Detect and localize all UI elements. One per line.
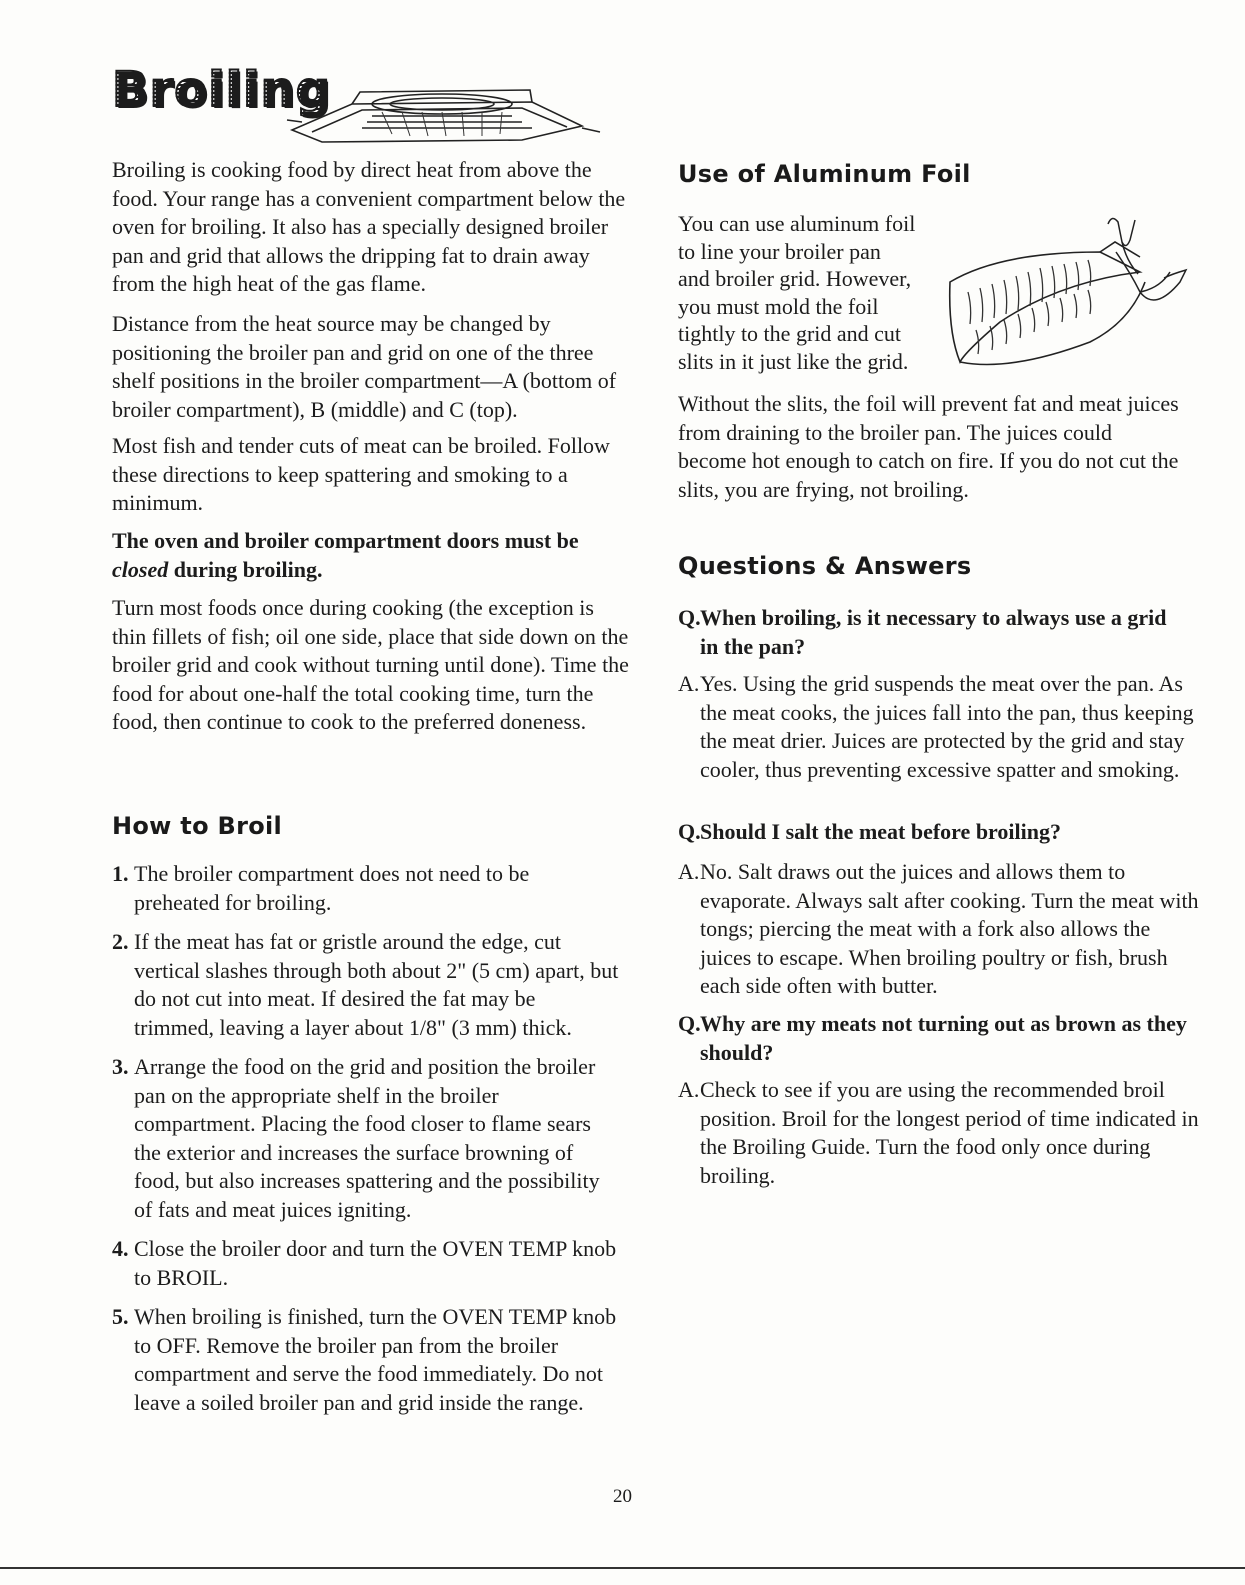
answer-1 (678, 670, 1205, 784)
step-text: When broiling is finished, turn the OVEN TEMP knob to OFF. Remove the broiler pan from the broiler compartment and serve the food immediately. Do not leave a soiled broiler pan and grid inside the range. (134, 1304, 617, 1415)
foil-warning-paragraph: Without the slits, the foil will prevent fat and meat juices from draining to the broiler pan. The juices could become hot enough to catch on fire. If you do not cut the slits, you are frying, not broiling. (678, 391, 1179, 502)
door-warning-part1: The oven and broiler compartment doors must be (112, 528, 579, 553)
answer-3 (678, 1076, 1205, 1190)
answer-marker: A. (678, 671, 700, 696)
answer-marker: A. (678, 1077, 700, 1102)
door-warning-part2: during broiling. (168, 557, 323, 582)
answer-marker: A. (678, 859, 700, 884)
question-text: Why are my meats not turning out as brown as they should? (700, 1011, 1187, 1065)
question-marker: Q. (678, 819, 701, 844)
turn-food-paragraph: Turn most foods once during cooking (the exception is thin fillets of fish; oil one side, place that side down on the broiler grid and cook without turning until done). Time the food for about one-half the total cooking time, turn the food, then continue to cook to the preferred doneness. (112, 595, 629, 734)
page-title: Broiling (112, 62, 332, 118)
foil-intro-text (678, 210, 958, 375)
question-1 (678, 604, 1190, 661)
bottom-rule (0, 1567, 1245, 1569)
step-text: If the meat has fat or gristle around the edge, cut vertical slashes through both about 2" (5 cm) apart, but do not cut into meat. If desired the fat may be trimmed, leaving a layer about 1/8" (3 mm) thick. (134, 929, 619, 1040)
question-3 (678, 1010, 1190, 1067)
step-item (112, 1053, 620, 1224)
question-marker: Q. (678, 605, 701, 630)
step-text: Arrange the food on the grid and position the broiler pan on the appropriate shelf in the broiler compartment. Placing the food closer to flame sears the exterior and increases the surface browning of food, but also increases spattering and the possibility of fats and meat juices igniting. (134, 1054, 600, 1222)
how-to-broil-heading: How to Broil (112, 812, 283, 840)
foil-line: slits in it just like the grid. (678, 348, 909, 374)
aluminum-foil-heading: Use of Aluminum Foil (678, 160, 971, 188)
question-text: Should I salt the meat before broiling? (700, 819, 1061, 844)
step-number: 2. (112, 929, 129, 954)
step-item (112, 1235, 620, 1292)
intro-paragraph-2: Distance from the heat source may be changed by positioning the broiler pan and grid on one of the three shelf positions in the broiler compartment—A (bottom of broiler compartment), B (middle) and C (top). (112, 311, 617, 422)
answer-2 (678, 858, 1205, 1001)
foil-line: tightly to the grid and cut (678, 321, 902, 346)
question-text: When broiling, is it necessary to always use a grid in the pan? (700, 605, 1167, 659)
step-number: 1. (112, 861, 129, 886)
step-text: Close the broiler door and turn the OVEN TEMP knob to BROIL. (134, 1236, 617, 1290)
step-number: 5. (112, 1304, 129, 1329)
foil-line: to line your broiler pan (678, 238, 881, 264)
how-to-broil-steps (112, 860, 620, 1428)
question-2 (678, 818, 1190, 847)
intro-paragraph-1: Broiling is cooking food by direct heat from above the food. Your range has a convenient compartment below the oven for broiling. It also has a specially designed broiler pan and grid that allows the dripping fat to drain away from the high heat of the gas flame. (112, 157, 626, 296)
step-number: 3. (112, 1054, 129, 1079)
intro-paragraph-3: Most fish and tender cuts of meat can be broiled. Follow these directions to keep spattering and smoking to a minimum. (112, 433, 610, 515)
question-marker: Q. (678, 1011, 701, 1036)
answer-text: Yes. Using the grid suspends the meat over the pan. As the meat cooks, the juices fall into the pan, thus keeping the meat drier. Juices are protected by the grid and stay cooler, thus preventing excessive spatter and smoking. (700, 671, 1194, 782)
door-warning (112, 526, 622, 584)
foil-line: and broiler grid. However, (678, 266, 912, 291)
qa-heading: Questions & Answers (678, 552, 972, 580)
step-text: The broiler compartment does not need to be preheated for broiling. (134, 861, 530, 915)
door-warning-emphasis: closed (112, 557, 169, 582)
foil-on-grid-illustration (940, 212, 1190, 382)
foil-line: You can use aluminum foil (678, 211, 916, 236)
step-item (112, 1303, 620, 1417)
step-item (112, 860, 620, 917)
answer-text: No. Salt draws out the juices and allows them to evaporate. Always salt after cooking. Turn the meat with tongs; piercing the meat with a fork also allows the juices to escape. When broiling poultry or fish, brush each side often with butter. (700, 859, 1199, 998)
answer-text: Check to see if you are using the recommended broil position. Broil for the longest period of time indicated in the Broiling Guide. Turn the food only once during broiling. (700, 1077, 1199, 1188)
step-number: 4. (112, 1236, 129, 1261)
foil-line: you must mold the foil (678, 293, 879, 319)
broiler-pan-illustration (282, 82, 602, 144)
page-number: 20 (613, 1486, 632, 1507)
step-item (112, 928, 620, 1042)
